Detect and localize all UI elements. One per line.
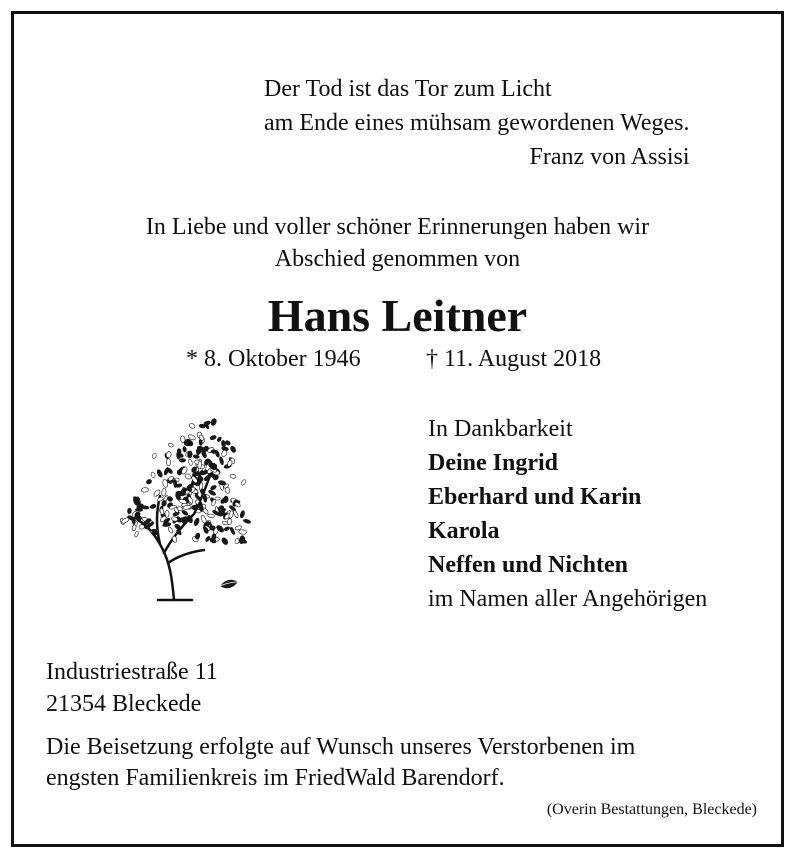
- mourners-block: [428, 412, 707, 616]
- quote-author: Franz von Assisi: [529, 144, 690, 170]
- burial-notice: [46, 732, 635, 794]
- death-date: † 11. August 2018: [426, 346, 602, 372]
- quote-line-1: Der Tod ist das Tor zum Licht: [264, 76, 552, 102]
- mourners-outro: im Namen aller Angehörigen: [428, 586, 708, 612]
- deceased-name: Hans Leitner: [267, 290, 528, 341]
- address-city: 21354 Bleckede: [46, 691, 202, 717]
- address-street: Industriestraße 11: [46, 659, 218, 685]
- intro-text: [14, 211, 781, 275]
- intro-line-1: In Liebe und voller schöner Erinnerungen haben wir: [145, 214, 650, 240]
- mourner-name: Eberhard und Karin: [428, 484, 642, 510]
- obituary-frame: [11, 11, 784, 847]
- notice-line-1: Die Beisetzung erfolgte auf Wunsch unseres Verstorbenen im: [46, 734, 636, 760]
- mourner-name: Neffen und Nichten: [428, 552, 629, 578]
- funeral-home-credit: (Overin Bestattungen, Bleckede): [546, 801, 757, 818]
- birth-date: * 8. Oktober 1946: [186, 346, 361, 372]
- mourner-name: Deine Ingrid: [428, 450, 559, 476]
- address-block: [46, 656, 218, 720]
- mourner-name: Karola: [428, 518, 500, 544]
- mourners-intro: In Dankbarkeit: [428, 416, 573, 442]
- tree-icon: [112, 408, 262, 608]
- quote-block: [264, 72, 690, 174]
- quote-line-2: am Ende eines mühsam gewordenen Weges.: [264, 110, 690, 136]
- intro-line-2: Abschied genommen von: [274, 246, 521, 272]
- notice-line-2: engsten Familienkreis im FriedWald Barendorf.: [46, 765, 505, 791]
